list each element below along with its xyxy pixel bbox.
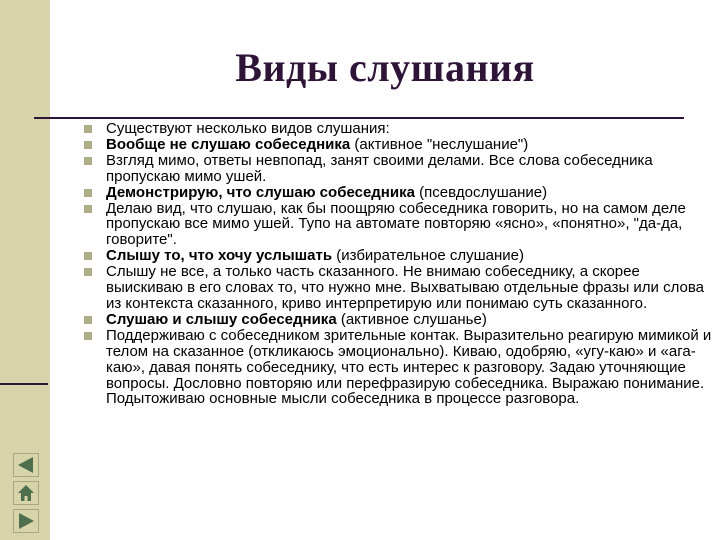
item-text: (избирательное слушание) xyxy=(332,247,525,265)
home-button[interactable] xyxy=(13,481,39,505)
item-bold-text: Слышу то, что хочу услышать xyxy=(106,247,333,265)
slide-title: Виды слушания xyxy=(235,45,535,90)
square-bullet-icon xyxy=(84,332,92,340)
item-text: Делаю вид, что слушаю, как бы поощряю собеседника говорить, но на самом деле пропускаю все мимо ушей. Тупо на автомате повторяю «ясно», «понятно», "да-да, говорите". xyxy=(106,199,686,249)
title-divider xyxy=(34,117,684,119)
previous-slide-button[interactable] xyxy=(13,453,39,477)
item-bold-text: Демонстрирую, что слушаю собеседника xyxy=(106,183,415,201)
list-item xyxy=(84,153,714,185)
arrow-right-icon xyxy=(16,512,36,530)
square-bullet-icon xyxy=(84,205,92,213)
item-text: Слышу не все, а только часть сказанного. Не внимаю собеседнику, а скорее выискиваю в его словах то, что нужно мне. Выхватываю отдельные фразы или слова из контекста сказанного, криво интерпретирую или понимаю суть сказанного. xyxy=(106,263,704,312)
item-text: (псевдослушание) xyxy=(414,183,548,201)
item-bold-text: Вообще не слушаю собеседника xyxy=(106,135,351,153)
square-bullet-icon xyxy=(84,141,92,149)
item-bold-text: Слушаю и слышу собеседника xyxy=(106,310,337,328)
item-text: Существуют несколько видов слушания: xyxy=(106,120,390,137)
item-text: (активное "неслушание") xyxy=(350,135,529,153)
list-item xyxy=(84,201,714,249)
square-bullet-icon xyxy=(84,268,92,276)
list-item xyxy=(84,137,714,153)
list-item xyxy=(84,185,714,201)
sidebar-divider xyxy=(0,383,48,385)
list-item xyxy=(84,121,714,137)
list-item xyxy=(84,264,714,312)
item-text: Поддерживаю с собеседником зрительные контак. Выразительно реагирую мимикой и телом на сказанное (откликаюсь эмоционально). Киваю, одобряю, «угу-каю» и «ага-каю», давая понять собеседнику, что есть интерес к разговору. Задаю уточняющие вопросы. Дословно повторяю или перефразирую собеседника. Выражаю понимание. Подытоживаю основные мысли собеседника в процессе разговора. xyxy=(106,326,712,408)
list-item xyxy=(84,328,714,408)
arrow-left-icon xyxy=(16,456,36,474)
square-bullet-icon xyxy=(84,252,92,260)
list-item xyxy=(84,248,714,264)
next-slide-button[interactable] xyxy=(13,509,39,533)
square-bullet-icon xyxy=(84,316,92,324)
home-icon xyxy=(16,484,36,502)
bullet-list xyxy=(84,121,714,407)
square-bullet-icon xyxy=(84,189,92,197)
item-text: (активное слушанье) xyxy=(336,310,487,328)
square-bullet-icon xyxy=(84,157,92,165)
list-item xyxy=(84,312,714,328)
square-bullet-icon xyxy=(84,125,92,133)
item-text: Взгляд мимо, ответы невпопад, занят своими делами. Все слова собеседника пропускаю мимо ушей. xyxy=(106,151,653,185)
